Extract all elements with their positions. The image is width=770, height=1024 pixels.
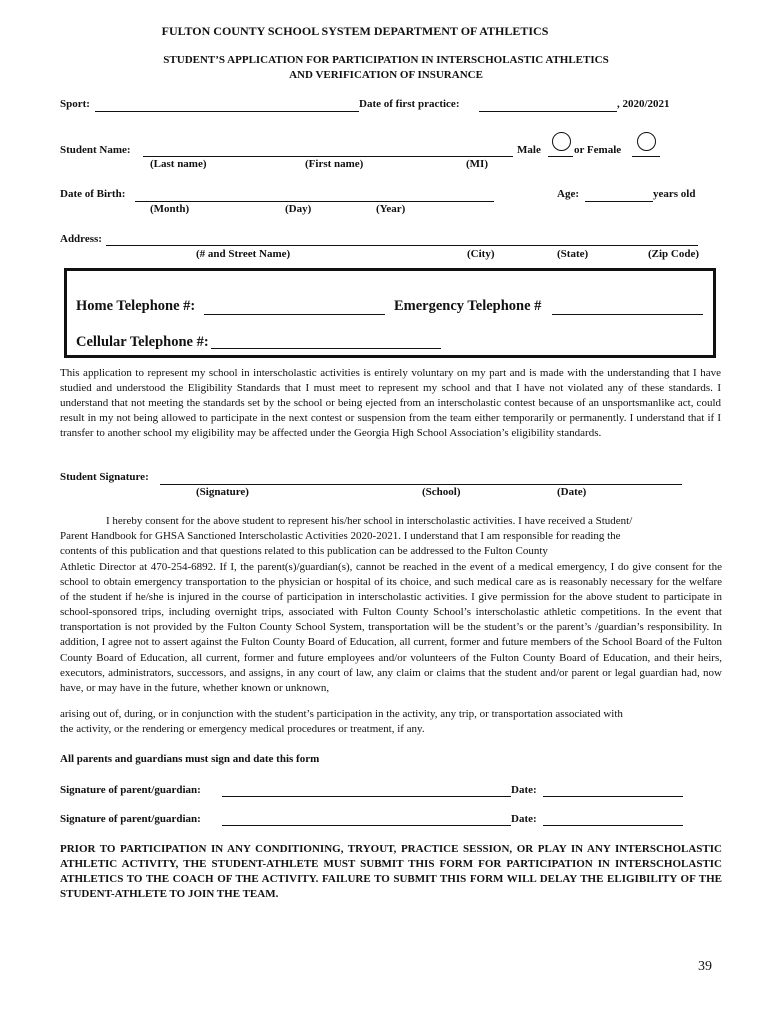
consent-line1: I hereby consent for the above student to represent his/her school in interscholastic activities. I have received a Student/ [106,515,633,527]
male-underline [548,156,573,157]
org-heading: FULTON COUNTY SCHOOL SYSTEM DEPARTMENT OF ATHLETICS [161,24,549,38]
parent-date1-label: Date: [511,784,537,796]
sub-date: (Date) [557,486,587,498]
sub-state: (State) [557,248,589,260]
sub-year: (Year) [376,203,406,215]
student-name-field[interactable] [143,156,513,157]
age-label: Age: [557,188,579,200]
eligibility-statement: This application to represent my school in interscholastic activities is entirely voluntary on my part and is made with the understanding that I have studied and understood the Eligibility Standards that I must meet to represent my school and that I have not violated any of these standards. I understand that not meeting the standards set by the school or being ejected from an interscholastic contest because of an unsportsmanlike act, could result in my not being allowed to participate in the next contest or suspension from the team either temporarily or permanently. I understand that if I transfer to another school my eligibility may be affected under the Georgia High School Association’s eligibility standards. [60,367,721,440]
consent-line2: Parent Handbook for GHSA Sanctioned Interscholastic Activities 2020-2021. I understand that I am responsible for reading the [60,530,621,542]
parent-signature1-field[interactable] [222,796,511,797]
first-practice-label: Date of first practice: [359,98,460,110]
female-checkbox[interactable] [637,132,656,151]
parent-signature2-label: Signature of parent/guardian: [60,813,201,825]
emergency-phone-field[interactable] [552,314,703,315]
student-name-label: Student Name: [60,144,131,156]
emergency-phone-label: Emergency Telephone # [394,298,542,314]
sub-last-name: (Last name) [150,158,207,170]
student-signature-label: Student Signature: [60,471,149,483]
female-underline [632,156,660,157]
age-field[interactable] [585,201,653,202]
home-phone-label: Home Telephone #: [76,298,196,314]
parent-date2-field[interactable] [543,825,683,826]
sport-field[interactable] [95,111,359,112]
first-practice-field[interactable] [479,111,617,112]
parent-signature2-field[interactable] [222,825,511,826]
submission-warning: PRIOR TO PARTICIPATION IN ANY CONDITIONING, TRYOUT, PRACTICE SESSION, OR PLAY IN ANY INTERSCHOLASTIC ATHLETIC ACTIVITY, THE STUDENT-ATHLETE MUST SUBMIT THIS FORM FOR PARTICIPATION IN INTERSCHOLASTIC ATHLETICS TO THE COACH OF THE ACTIVITY. FAILURE TO SUBMIT THIS FORM WILL DELAY THE ELIGIBILITY OF THE STUDENT-ATHLETE TO JOIN THE TEAM. [60,843,722,900]
address-label: Address: [60,233,102,245]
form-title-line2: AND VERIFICATION OF INSURANCE [289,69,483,81]
female-label: or Female [574,144,622,156]
consent-last1: arising out of, during, or in conjunction with the student’s participation in the activity, any trip, or transportation associated with [60,708,623,720]
season-year: , 2020/2021 [617,98,670,110]
consent-last2: the activity, or the rendering or emergency medical procedures or treatment, if any. [60,723,425,735]
consent-body: Athletic Director at 470-254-6892. If I, the parent(s)/guardian(s), cannot be reached in the event of a medical emergency, I do give consent for the school to obtain emergency transportation to the physician or hospital of its choice, and such medical care as is reasonably necessary for the welfare of the student if he/she is injured in the course of participation in interscholastic activities. I give permission for the above student to participate in school-sponsored trips, including overnight trips, associated with Fulton County School’s interscholastic athletic competitions. In the event that transportation is not provided by the Fulton County School System, transportation will be the student’s or the parent’s /guardian’s responsibility. In addition, I agree not to assert against the Fulton County Board of Education, all current, former and future members of the School Board of the Fulton County Board of Education, all current, former and future employees and/or volunteers of the Fulton County Board of Education, and their heirs, executors, administrators, successors, and assigns, in any court of law, any claim or claims that the student and/or parent or legal guardian had, now have, or may have in the future, whether known or unknown, [60,561,722,694]
cell-phone-field[interactable] [211,348,441,349]
male-checkbox[interactable] [552,132,571,151]
dob-field[interactable] [135,201,494,202]
parent-date2-label: Date: [511,813,537,825]
years-old-label: years old [653,188,696,200]
sub-mi: (MI) [466,158,488,170]
cell-phone-label: Cellular Telephone #: [76,334,209,350]
parent-date1-field[interactable] [543,796,683,797]
dob-label: Date of Birth: [60,188,126,200]
consent-line3: contents of this publication and that questions related to this publication can be addressed to the Fulton County [60,545,548,557]
sub-day: (Day) [285,203,312,215]
sub-first-name: (First name) [305,158,364,170]
sub-month: (Month) [150,203,190,215]
form-title-line1: STUDENT’S APPLICATION FOR PARTICIPATION IN INTERSCHOLASTIC ATHLETICS [163,54,609,66]
parent-signature1-label: Signature of parent/guardian: [60,784,201,796]
male-label: Male [517,144,541,156]
address-field[interactable] [106,245,698,246]
sport-label: Sport: [60,98,90,110]
page-number: 39 [698,959,712,974]
student-signature-field[interactable] [160,484,682,485]
sub-signature: (Signature) [196,486,249,498]
sub-city: (City) [467,248,495,260]
sub-street: (# and Street Name) [196,248,291,260]
sub-zip: (Zip Code) [648,248,700,260]
parents-notice: All parents and guardians must sign and date this form [60,753,320,765]
home-phone-field[interactable] [204,314,385,315]
sub-school: (School) [422,486,461,498]
